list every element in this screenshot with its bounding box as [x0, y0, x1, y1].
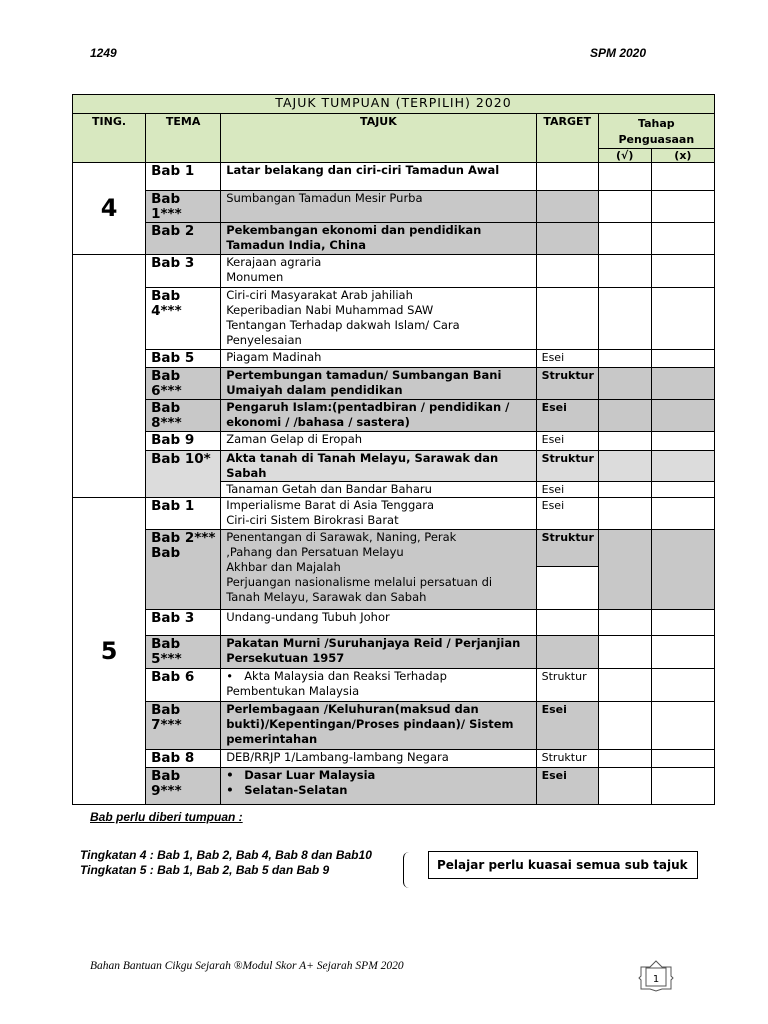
target-cell: Struktur	[536, 451, 598, 482]
tajuk-line: Pekembangan ekonomi dan pendidikan	[226, 223, 482, 237]
table-row	[73, 451, 715, 482]
col-tajuk: TAJUK	[221, 114, 536, 163]
tajuk-cell	[221, 451, 536, 482]
cross-checkbox[interactable]	[651, 368, 714, 400]
tajuk-cell	[221, 750, 536, 768]
bab-label: Bab 6	[146, 669, 221, 702]
cross-checkbox[interactable]	[651, 350, 714, 368]
tajuk-line: Akhbar dan Majalah	[226, 560, 341, 574]
tajuk-line: Perjuangan nasionalisme melalui persatuan di	[226, 575, 493, 589]
tajuk-line: Pakatan Murni /Suruhanjaya Reid / Perjanjian	[226, 636, 521, 650]
col-tahap: Tahap Penguasaan	[598, 114, 714, 149]
tajuk-line: Imperialisme Barat di Asia Tenggara	[226, 498, 435, 512]
tajuk-line: Tamadun India, China	[226, 238, 366, 252]
target-cell: Esei	[536, 482, 598, 498]
tajuk-line: ekonomi / /bahasa / sastera)	[226, 415, 410, 429]
tajuk-line: Persekutuan 1957	[226, 651, 345, 665]
mastery-note-box: Pelajar perlu kuasai semua sub tajuk	[428, 851, 698, 879]
table-row	[73, 702, 715, 750]
cross-checkbox[interactable]	[651, 702, 714, 750]
bab-label: Bab 5	[146, 350, 221, 368]
focus-chapters-heading: Bab perlu diberi tumpuan :	[90, 810, 243, 824]
document-code: 1249	[90, 46, 117, 60]
table-row	[73, 255, 715, 288]
bab-label: Bab 9***	[146, 768, 221, 805]
tajuk-line: Perlembagaan /Keluhuran(maksud dan	[226, 702, 479, 716]
target-cell	[536, 163, 598, 191]
bab-label: Bab 3	[146, 610, 221, 636]
table-row	[73, 432, 715, 451]
target-cell	[536, 610, 598, 636]
tajuk-line: Akta tanah di Tanah Melayu, Sarawak dan	[226, 451, 499, 465]
bab-label: Bab 4***	[146, 288, 221, 350]
table-row	[73, 610, 715, 636]
col-cross: (x)	[651, 149, 714, 163]
bullet-icon: •	[226, 783, 234, 797]
focus-topics-table	[72, 94, 715, 805]
tajuk-line: Monumen	[226, 270, 284, 284]
tajuk-line: Tanah Melayu, Sarawak dan Sabah	[226, 590, 427, 604]
tajuk-line: Penentangan di Sarawak, Naning, Perak	[226, 530, 457, 544]
cross-checkbox[interactable]	[651, 768, 714, 805]
bab-label: Bab 1	[146, 163, 221, 191]
bullet-item	[226, 669, 530, 684]
bab-label: Bab 8***	[146, 400, 221, 432]
table-row	[73, 223, 715, 255]
tajuk-line: Sumbangan Tamadun Mesir Purba	[226, 191, 423, 205]
target-cell: Esei	[536, 432, 598, 451]
col-tema: TEMA	[146, 114, 221, 163]
cross-checkbox[interactable]	[651, 223, 714, 255]
tick-checkbox[interactable]	[598, 451, 651, 482]
tajuk-line: Kerajaan agraria	[226, 255, 322, 269]
table-title: TAJUK TUMPUAN (TERPILIH) 2020	[73, 95, 715, 114]
tajuk-cell	[221, 498, 536, 530]
tick-checkbox[interactable]	[598, 163, 651, 191]
bab-label: Bab 2	[146, 223, 221, 255]
tick-checkbox[interactable]	[598, 350, 651, 368]
cross-checkbox[interactable]	[651, 482, 714, 498]
bab-label: Bab 1***	[146, 191, 221, 223]
cross-checkbox[interactable]	[651, 610, 714, 636]
target-cell: Struktur	[536, 368, 598, 400]
target-cell	[536, 530, 598, 610]
table-row	[73, 768, 715, 805]
target-cell	[536, 191, 598, 223]
cross-checkbox[interactable]	[651, 191, 714, 223]
footer-text: Bahan Bantuan Cikgu Sejarah ®Modul Skor A+ Sejarah SPM 2020	[90, 960, 404, 972]
bab-label-line: Bab	[151, 545, 181, 561]
tajuk-line: Ciri-ciri Masyarakat Arab jahiliah	[226, 288, 413, 302]
bab-label: Bab 5***	[146, 636, 221, 669]
tajuk-line: Sabah	[226, 466, 267, 480]
cross-checkbox[interactable]	[651, 255, 714, 288]
tajuk-line: DEB/RRJP 1/Lambang-lambang Negara	[226, 750, 449, 764]
tajuk-line: Penyelesaian	[226, 333, 302, 347]
tajuk-cell	[221, 702, 536, 750]
bullet-text: Dasar Luar Malaysia	[244, 768, 376, 782]
cross-checkbox[interactable]	[651, 498, 714, 530]
tick-checkbox[interactable]	[598, 610, 651, 636]
tajuk-line: Undang-undang Tubuh Johor	[226, 610, 390, 624]
bab-label	[146, 530, 221, 610]
tajuk-line: Pertembungan tamadun/ Sumbangan Bani	[226, 368, 502, 382]
table-row	[73, 400, 715, 432]
table-row	[73, 350, 715, 368]
form-5-focus-list: Tingkatan 5 : Bab 1, Bab 2, Bab 5 dan Bab 9	[80, 863, 330, 877]
form-4-ting-spacer	[73, 255, 146, 498]
bullet-item	[226, 768, 530, 783]
target-cell: Struktur	[536, 750, 598, 768]
exam-label: SPM 2020	[590, 46, 647, 60]
target-cell	[536, 288, 598, 350]
target-cell: Esei	[536, 702, 598, 750]
cross-checkbox[interactable]	[651, 530, 714, 610]
form-4-label: 4	[73, 163, 146, 255]
bab-label: Bab 6***	[146, 368, 221, 400]
cross-checkbox[interactable]	[651, 400, 714, 432]
target-value: Struktur	[537, 530, 598, 567]
bab-label: Bab 1	[146, 498, 221, 530]
tajuk-cell	[221, 223, 536, 255]
tajuk-line: Keperibadian Nabi Muhammad SAW	[226, 303, 434, 317]
tajuk-cell	[221, 350, 536, 368]
col-target: TARGET	[536, 114, 598, 163]
bab-label: Bab 8	[146, 750, 221, 768]
target-cell: Struktur	[536, 669, 598, 702]
brace-connector	[403, 852, 412, 888]
target-cell: Esei	[536, 400, 598, 432]
table-row	[73, 163, 715, 191]
target-cell: Esei	[536, 768, 598, 805]
form-4-focus-list: Tingkatan 4 : Bab 1, Bab 2, Bab 4, Bab 8 dan Bab10	[80, 848, 372, 862]
col-ting: TING.	[73, 114, 146, 163]
bab-label: Bab 9	[146, 432, 221, 451]
tajuk-line: Tentangan Terhadap dakwah Islam/ Cara	[226, 318, 460, 332]
tajuk-cell	[221, 530, 536, 610]
page-number: 1	[652, 974, 660, 985]
bab-label: Bab 3	[146, 255, 221, 288]
target-cell	[536, 636, 598, 669]
tick-checkbox[interactable]	[598, 702, 651, 750]
table-row	[73, 288, 715, 350]
cross-checkbox[interactable]	[651, 163, 714, 191]
col-tick: (√)	[598, 149, 651, 163]
tajuk-line: ,Pahang dan Persatuan Melayu	[226, 545, 404, 559]
table-row	[73, 191, 715, 223]
tick-checkbox[interactable]	[598, 288, 651, 350]
tajuk-cell	[221, 636, 536, 669]
page-number-badge	[638, 960, 674, 992]
tajuk-line: Latar belakang dan ciri-ciri Tamadun Awal	[226, 163, 500, 177]
tajuk-cell	[221, 482, 536, 498]
tick-checkbox[interactable]	[598, 368, 651, 400]
tajuk-cell	[221, 191, 536, 223]
tajuk-line: bukti)/Kepentingan/Proses pindaan)/ Sistem	[226, 717, 514, 731]
table-row	[73, 368, 715, 400]
target-cell: Esei	[536, 498, 598, 530]
tajuk-line: Piagam Madinah	[226, 350, 322, 364]
tick-checkbox[interactable]	[598, 768, 651, 805]
bullet-icon: •	[226, 669, 233, 683]
tajuk-cell	[221, 610, 536, 636]
cross-checkbox[interactable]	[651, 432, 714, 451]
tick-checkbox[interactable]	[598, 636, 651, 669]
cross-checkbox[interactable]	[651, 451, 714, 482]
tick-checkbox[interactable]	[598, 400, 651, 432]
table-row	[73, 669, 715, 702]
target-cell	[536, 223, 598, 255]
tajuk-cell	[221, 368, 536, 400]
table-row	[73, 750, 715, 768]
tajuk-line: Ciri-ciri Sistem Birokrasi Barat	[226, 513, 399, 527]
tajuk-cell	[221, 163, 536, 191]
tajuk-line: Pengaruh Islam:(pentadbiran / pendidikan /	[226, 400, 510, 414]
tajuk-line: pemerintahan	[226, 732, 318, 746]
bullet-icon: •	[226, 768, 234, 782]
tajuk-cell	[221, 669, 536, 702]
cross-checkbox[interactable]	[651, 288, 714, 350]
bullet-text: Akta Malaysia dan Reaksi Terhadap	[244, 669, 447, 683]
bullet-text: Selatan-Selatan	[244, 783, 348, 797]
target-cell	[536, 255, 598, 288]
target-cell: Esei	[536, 350, 598, 368]
table-row	[73, 636, 715, 669]
bullet-item	[226, 783, 530, 798]
target-blank	[537, 567, 598, 609]
tajuk-cell	[221, 400, 536, 432]
tajuk-line: Umaiyah dalam pendidikan	[226, 383, 403, 397]
bab-label-line: Bab 2***	[151, 530, 216, 546]
page-badge-icon	[638, 960, 674, 992]
tajuk-cell	[221, 255, 536, 288]
cross-checkbox[interactable]	[651, 750, 714, 768]
tick-checkbox[interactable]	[598, 223, 651, 255]
tick-checkbox[interactable]	[598, 482, 651, 498]
cross-checkbox[interactable]	[651, 636, 714, 669]
tick-checkbox[interactable]	[598, 750, 651, 768]
bab-label: Bab 10*	[146, 451, 221, 498]
form-5-number: 5	[100, 636, 118, 665]
bab-label: Bab 7***	[146, 702, 221, 750]
tajuk-cell	[221, 288, 536, 350]
form-5-label	[73, 498, 146, 805]
tick-checkbox[interactable]	[598, 498, 651, 530]
tick-checkbox[interactable]	[598, 530, 651, 610]
bullet-continuation: Pembentukan Malaysia	[226, 684, 360, 698]
cross-checkbox[interactable]	[651, 669, 714, 702]
table-row	[73, 498, 715, 530]
tick-checkbox[interactable]	[598, 191, 651, 223]
table-row	[73, 530, 715, 610]
tajuk-cell	[221, 432, 536, 451]
tick-checkbox[interactable]	[598, 255, 651, 288]
tajuk-line: Zaman Gelap di Eropah	[226, 432, 363, 446]
tajuk-cell	[221, 768, 536, 805]
tajuk-line: Tanaman Getah dan Bandar Baharu	[226, 482, 432, 496]
tick-checkbox[interactable]	[598, 432, 651, 451]
tick-checkbox[interactable]	[598, 669, 651, 702]
